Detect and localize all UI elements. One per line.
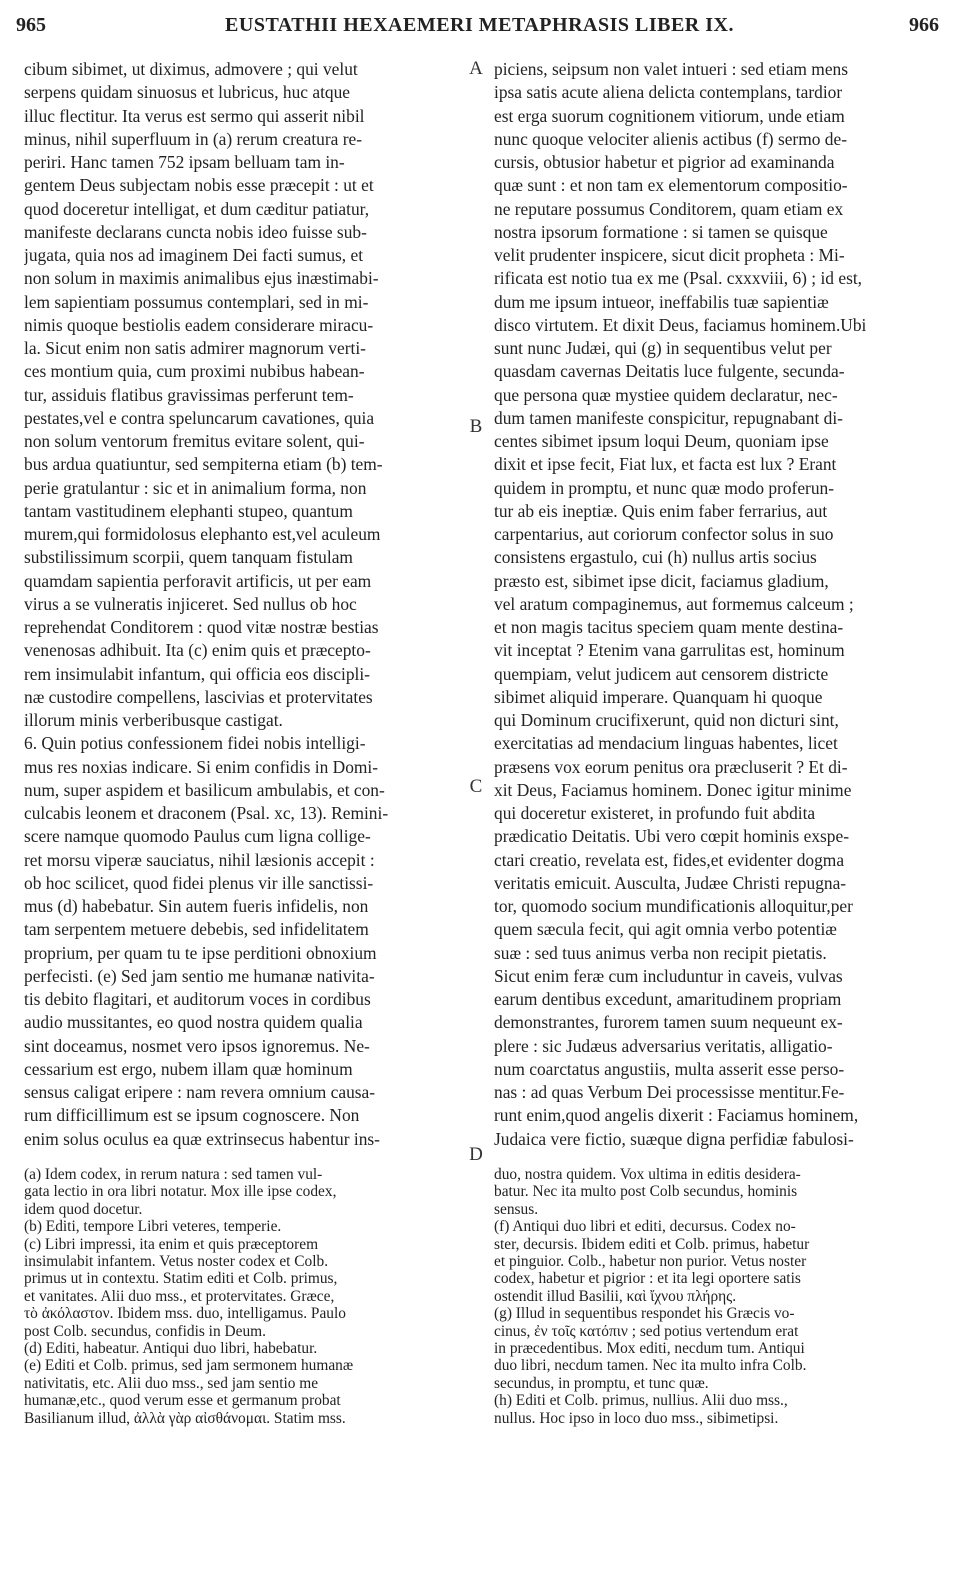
right-column-line: que persona quæ mystiee quidem declaratur, nec-	[494, 384, 838, 405]
right-footnotes-line: (h) Editi et Colb. primus, nullius. Alii duo mss.,	[494, 1392, 788, 1410]
right-column-line: quæ sunt : et non tam ex elementorum compositio-	[494, 175, 848, 196]
right-column-line: ipsa satis acute aliena delicta contemplans, tardior	[494, 82, 843, 103]
left-column-line: rem insimulabit infantum, qui officia eos discipli-	[24, 663, 370, 684]
left-footnotes-line: primus ut in contextu. Statim editi et Colb. primus,	[24, 1270, 338, 1288]
page-header	[16, 14, 943, 44]
right-footnotes-line: et pinguior. Colb., habetur non purior. Vetus noster	[494, 1253, 807, 1271]
right-footnotes	[494, 1166, 938, 1427]
left-column-line: quod doceretur intelligat, et dum cæditur patiatur,	[24, 198, 370, 219]
left-column-line: ret morsu viperæ sauciatus, nihil læsionis accepit :	[24, 849, 375, 870]
right-column-line: cursis, obtusior habetur et pigrior ad examinanda	[494, 152, 835, 172]
right-column-line: disco virtutem. Et dixit Deus, faciamus hominem.Ubi	[494, 314, 867, 335]
right-column-line: vel aratum compaginemus, aut formemus calceum ;	[494, 593, 854, 614]
left-column-line: periri. Hanc tamen 752 ipsam belluam tam in-	[24, 152, 345, 172]
right-column-line: nas : ad quas Verbum Dei processisse mentitur.Fe-	[494, 1082, 845, 1102]
right-column-line: ctari creatio, revelata est, fides,et evidenter dogma	[494, 849, 845, 870]
right-column-line: consistens ergastulo, cui (h) nullus artis socius	[494, 547, 817, 568]
left-footnotes-line: Basilianum illud, ἀλλὰ γὰρ αἰσθάνομαι. Statim mss.	[24, 1409, 346, 1427]
right-column-line: num coarctatus angustiis, multa asserit esse perso-	[494, 1058, 845, 1079]
page-number-right: 966	[909, 14, 939, 36]
left-column-line: venenosas adhibuit. Ita (c) enim quis et præcepto-	[24, 640, 371, 661]
left-column-line: la. Sicut enim non satis admirer magnorum verti-	[24, 338, 366, 358]
left-footnotes-line: nativitatis, etc. Alii duo mss., sed jam sentio me	[24, 1374, 319, 1392]
left-column-line: sint doceamus, nosmet vero ipsos ignoremus. Ne-	[24, 1035, 370, 1056]
right-column-line: Judaica vere fictio, suæque digna perfidiæ fabulosi-	[494, 1128, 854, 1149]
left-column-line: næ custodire compellens, lascivias et protervitates	[24, 686, 373, 707]
right-column-line: nostra ipsorum formatione : si tamen se quisque	[494, 221, 828, 242]
right-column-line: carpentarius, aut coriorum confector solus in suo	[494, 524, 834, 544]
right-column-line: Sicut enim feræ cum includuntur in caveis, vulvas	[494, 965, 843, 986]
right-column-line: exercitatias ad mendacium linguas habentes, licet	[494, 733, 838, 754]
right-footnotes-line: codex, habetur et pigrior : et ita legi oportere satis	[494, 1270, 801, 1288]
left-footnotes-line: (b) Editi, tempore Libri veteres, temperie.	[24, 1218, 282, 1236]
margin-marker-d: D	[469, 1144, 483, 1165]
left-column-line: perfecisti. (e) Sed jam sentio me humanæ nativita-	[24, 965, 375, 986]
right-column-line: quem sæcula fecit, qui agit omnia verbo potentiæ	[494, 919, 837, 940]
left-column-line: scere namque quomodo Paulus cum ligna collige-	[24, 826, 371, 847]
left-footnotes-line: τὸ ἀκόλαστον. Ibidem mss. duo, intelligamus. Paulo	[24, 1305, 346, 1323]
right-footnotes-line: ster, decursis. Ibidem editi et Colb. primus, habetur	[494, 1235, 810, 1253]
margin-marker-c: C	[469, 776, 483, 797]
left-footnotes-line: (e) Editi et Colb. primus, sed jam sermonem humanæ	[24, 1357, 354, 1375]
left-column-line: substilissimum scorpii, quem tanquam fistulam	[24, 547, 353, 568]
left-footnotes-line: (a) Idem codex, in rerum natura : sed tamen vul-	[24, 1166, 323, 1183]
right-column-line: quasdam cavernas Deitatis luce fulgente, secunda-	[494, 361, 845, 382]
right-column-line: tor, quomodo socium mundificationis alloquitur,per	[494, 896, 853, 916]
left-footnotes-line: idem quod docetur.	[24, 1200, 143, 1218]
left-column-line: tam serpentem metuere debebis, sed infidelitatem	[24, 919, 369, 940]
left-column-line: audio mussitantes, eo quod nostra quidem qualia	[24, 1012, 363, 1033]
left-column-line: non solum in maximis animalibus ejus inæstimabi-	[24, 268, 379, 289]
left-footnotes-line: gata lectio in ora libri notatur. Mox ille ipse codex,	[24, 1183, 337, 1201]
right-footnotes-line: (f) Antiqui duo libri et editi, decursus. Codex no-	[494, 1218, 796, 1236]
left-column-line: enim solus oculus ea quæ extrinsecus habentur ins-	[24, 1128, 380, 1149]
left-footnotes-line: et vanitates. Alii duo mss., et protervitates. Græce,	[24, 1287, 335, 1305]
left-column-line: minus, nihil superfluum in (a) rerum creatura re-	[24, 128, 363, 149]
left-column-line: jugata, quia nos ad imaginem Dei facti sumus, et	[24, 245, 364, 265]
left-column-line: sensus caligat eripere : nam revera omnium causa-	[24, 1082, 376, 1102]
left-footnotes-line: (c) Libri impressi, ita enim et quis præceptorem	[24, 1235, 319, 1253]
right-column-line: sunt nunc Judæi, qui (g) in sequentibus velut per	[494, 338, 832, 358]
right-column-line: quidem in promptu, et nunc quæ modo proferun-	[494, 477, 835, 498]
right-column-line: veritatis emicuit. Ausculta, Judæe Christi repugna-	[494, 872, 847, 893]
left-column-line: mus (d) habebatur. Sin autem fueris infidelis, non	[24, 896, 369, 916]
left-column-line: lem sapientiam possumus contemplari, sed in mi-	[24, 291, 369, 312]
right-column-line: runt enim,quod angelis dixerit : Faciamus hominem,	[494, 1105, 859, 1126]
right-column-line: piciens, seipsum non valet intueri : sed etiam mens	[494, 59, 849, 79]
right-column-line: tur ab eis ineptiæ. Quis enim faber ferrarius, aut	[494, 500, 828, 521]
left-footnotes	[24, 1166, 464, 1427]
margin-marker-b: B	[469, 416, 483, 437]
right-column-line: et non magis tacitus speciem quam mente destina-	[494, 617, 844, 637]
right-footnotes-line: duo, nostra quidem. Vox ultima in editis desidera-	[494, 1166, 801, 1183]
left-column-line: 6. Quin potius confessionem fidei nobis intelligi-	[24, 733, 366, 754]
left-column-line: non solum ventorum fremitus evitare solent, qui-	[24, 431, 365, 451]
right-column-line: vit inceptat ? Etenim vana garrulitas est, hominum	[494, 640, 845, 661]
right-column-line: dum me ipsum intueor, ineffabilis tuæ sapientiæ	[494, 291, 829, 312]
left-column-line: proprium, per quam tu te ipse perditioni obnoxium	[24, 942, 377, 963]
left-column-line: cibum sibimet, ut diximus, admovere ; qui velut	[24, 59, 358, 79]
left-column-line: reprehendat Conditorem : quod vitæ nostræ bestias	[24, 617, 379, 637]
left-column-line: rum difficillimum est se ipsum cognoscere. Non	[24, 1105, 360, 1126]
left-footnotes-line: insimulabit infantem. Vetus noster codex et Colb.	[24, 1253, 329, 1271]
left-column-line: tis debito flagitari, et auditorum voces in cordibus	[24, 989, 371, 1009]
running-title: EUSTATHII HEXAEMERI METAPHRASIS LIBER IX.	[225, 14, 734, 36]
right-column-line: earum dentibus excedunt, amaritudinem propriam	[494, 989, 842, 1009]
right-column-line: præsens vox eorum penitus ora præcluserit ? Et di-	[494, 756, 848, 777]
left-column-line: pestates,vel e contra speluncarum cavationes, quia	[24, 407, 375, 428]
left-column-line: num, super aspidem et basilicum ambulabis, et con-	[24, 779, 385, 800]
right-footnotes-line: in præcedentibus. Mox editi, necdum tum. Antiqui	[494, 1340, 805, 1358]
right-footnotes-line: batur. Nec ita multo post Colb secundus, hominis	[494, 1183, 798, 1201]
right-footnotes-line: cinus, ἐν τοῖς κατόπιν ; sed potius vertendum erat	[494, 1322, 799, 1340]
left-column-line: ces montium quia, cum proximi nubibus habean-	[24, 361, 365, 382]
right-column-line: suæ : sed tuus animus verba non recipit pietatis.	[494, 942, 827, 963]
left-column-line: tur, assiduis flatibus gravissimas perferunt tem-	[24, 384, 354, 405]
left-column-line: ob hoc scilicet, quod fidei plenus vir ille sanctissi-	[24, 872, 374, 893]
left-column-line: cessarium est ergo, nubem illam quæ hominum	[24, 1058, 353, 1079]
left-column-line: murem,qui formidolosus elephanto est,vel aculeum	[24, 524, 381, 544]
left-column-line: quamdam sapientia perforavit artificis, ut per eam	[24, 570, 372, 591]
right-footnotes-line: sensus.	[494, 1200, 539, 1218]
right-column-line: quempiam, velut judicem aut censorem districte	[494, 663, 829, 684]
left-column-line: bus ardua quatiuntur, sed sempiterna etiam (b) tem-	[24, 454, 383, 475]
right-footnotes-line: duo libri, necdum tamen. Nec ita multo infra Colb.	[494, 1357, 807, 1375]
right-footnotes-line: (g) Illud in sequentibus respondet his Græcis vo-	[494, 1305, 795, 1323]
left-column-line: gentem Deus subjectam nobis esse præcepit : ut et	[24, 175, 374, 196]
right-column-line: plere : sic Judæus adversarius veritatis, alligatio-	[494, 1035, 833, 1056]
right-column-line: est erga suorum cognitionem vitiorum, unde etiam	[494, 105, 845, 126]
right-column-line: demonstrantes, furorem tamen suum nequeunt ex-	[494, 1012, 843, 1033]
left-column-text	[24, 58, 464, 1151]
right-column-line: rificata est notio tua ex me (Psal. cxxxviii, 6) ; id est,	[494, 268, 863, 289]
left-footnotes-line: (d) Editi, habeatur. Antiqui duo libri, habebatur.	[24, 1340, 318, 1358]
right-column-line: dixit et ipse fecit, Fiat lux, et facta est lux ? Erant	[494, 454, 837, 475]
right-column-text	[494, 58, 938, 1151]
left-column-line: culcabis leonem et draconem (Psal. xc, 13). Remini-	[24, 803, 389, 823]
right-column-line: qui doceretur existeret, in profundo fuit abdita	[494, 803, 816, 823]
left-column-line: manifeste declarans cuncta nobis ideo fuisse sub-	[24, 221, 367, 242]
right-column-line: dum tamen manifeste conspicitur, repugnabant di-	[494, 407, 843, 428]
right-column-line: nunc quoque velociter alienis actibus (f) sermo de-	[494, 128, 848, 149]
left-column-line: illuc flectitur. Ita verus est sermo qui asserit nibil	[24, 105, 365, 126]
right-footnotes-line: ostendit illud Basilii, καὶ ἴχνου πλήρης.	[494, 1287, 737, 1305]
right-footnotes-line: secundus, in promptu, et tunc quæ.	[494, 1374, 709, 1392]
right-column-line: xit Deus, Faciamus hominem. Donec igitur minime	[494, 779, 852, 800]
left-column-line: illorum minis verberibusque castigat.	[24, 710, 283, 730]
right-column-line: ne reputare possumus Conditorem, quam etiam ex	[494, 198, 844, 219]
right-column-line: velit prudenter inspicere, sicut dicit propheta : Mi-	[494, 245, 845, 265]
left-column-line: mus res noxias indicare. Si enim confidis in Domi-	[24, 756, 379, 777]
left-column-line: perie gratulantur : sic et in animalium forma, non	[24, 477, 367, 498]
left-footnotes-line: post Colb. secundus, confidis in Deum.	[24, 1322, 266, 1340]
right-column-line: centes sibimet ipsum loqui Deum, quoniam ipse	[494, 431, 829, 451]
left-column-line: nimis quoque bestiolis eadem considerare miracu-	[24, 314, 374, 335]
right-column-line: prædicatio Deitatis. Ubi vero cœpit hominis exspe-	[494, 826, 849, 847]
right-column-line: qui Dominum crucifixerunt, quid non dicturi sint,	[494, 710, 839, 730]
right-column-line: præsto est, sibimet ipse dicit, faciamus gladium,	[494, 570, 829, 591]
left-column-line: virus a se vulneratis injiceret. Sed nullus ob hoc	[24, 593, 357, 614]
left-column-line: serpens quidam sinuosus et lubricus, huc atque	[24, 82, 351, 103]
right-column-line: sibimet aliquid imperare. Quanquam hi quoque	[494, 686, 823, 707]
page-number-left: 965	[16, 14, 46, 36]
left-footnotes-line: humanæ,etc., quod verum esse et germanum probat	[24, 1392, 341, 1410]
margin-marker-a: A	[469, 58, 483, 79]
left-column-line: tantam vastitudinem elephanti stupeo, quantum	[24, 500, 353, 521]
right-footnotes-line: nullus. Hoc ipso in loco duo mss., sibimetipsi.	[494, 1409, 779, 1427]
